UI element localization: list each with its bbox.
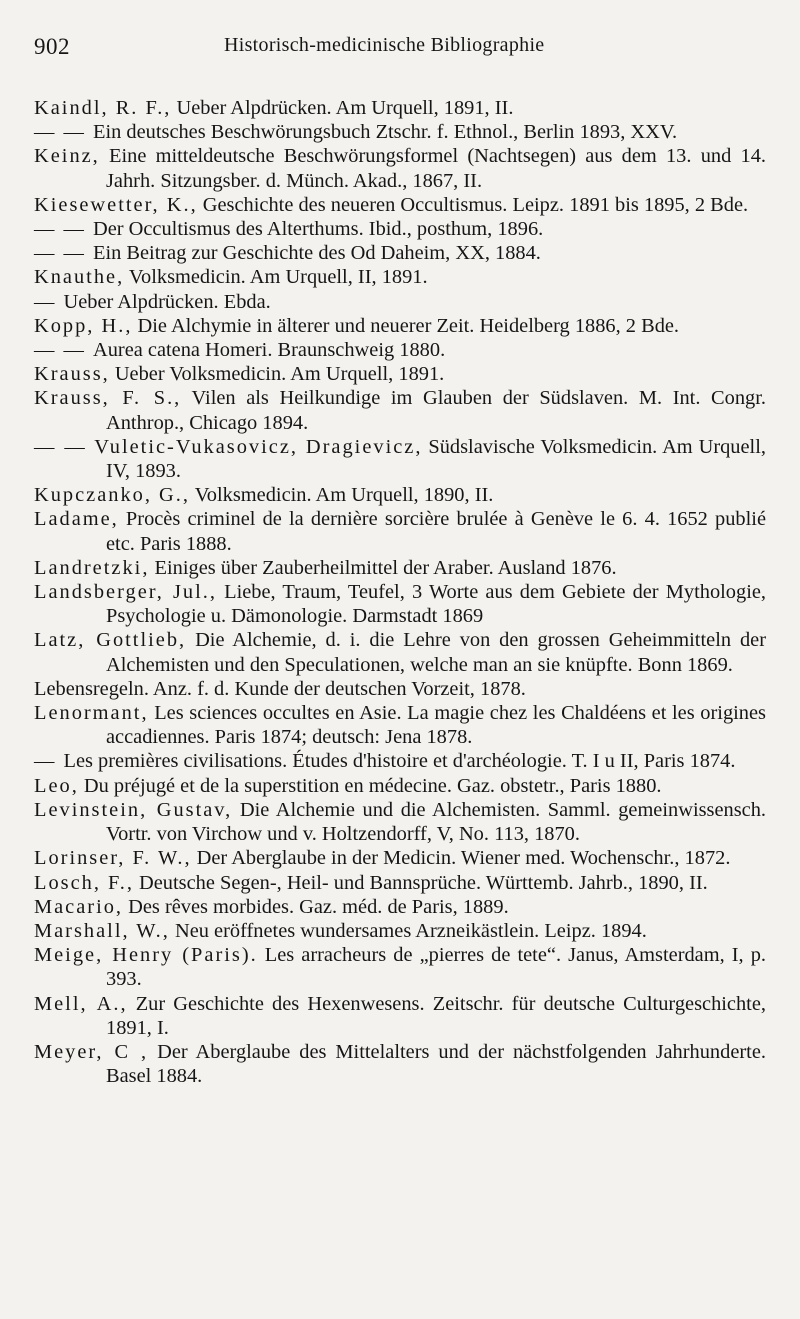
entry-author: Kopp, H.,: [34, 314, 133, 337]
entry-author: Macario,: [34, 895, 124, 918]
entry-author: Meyer, C ,: [34, 1040, 149, 1063]
entry-author: Lenormant,: [34, 702, 149, 725]
entry-text: Les sciences occultes en Asie. La magie chez les Chaldéens et les origines accadiennes. Paris 1874; deutsch: Jena 1878.: [106, 702, 766, 749]
entry-author: — —: [34, 242, 93, 265]
entry-author: Lorinser, F. W.,: [34, 847, 192, 870]
entry-text: Neu eröffnetes wundersames Arzneikästlein. Leipz. 1894.: [169, 919, 647, 942]
bibliography-entry: [34, 846, 766, 870]
entry-text: Lebensregeln. Anz. f. d. Kunde der deutschen Vorzeit, 1878.: [34, 677, 526, 700]
entry-author: Kupczanko, G.,: [34, 484, 190, 507]
entry-text: Südslavische Volksmedicin. Am Urquell, IV, 1893.: [106, 435, 766, 483]
bibliography-entry: [34, 362, 766, 386]
entry-text: Eine mitteldeutsche Beschwörungsformel (Nachtsegen) aus dem 13. und 14. Jahrh. Sitzungsber. d. Münch. Akad., 1867, II.: [99, 145, 766, 192]
bibliography-entry: [34, 241, 766, 265]
bibliography-entry: [34, 677, 766, 701]
entry-text: Les arracheurs de „pierres de tete“. Janus, Amsterdam, I, p. 393.: [106, 944, 766, 991]
bibliography-entry: [34, 871, 766, 895]
entry-text: Ein deutsches Beschwörungsbuch Ztschr. f. Ethnol., Berlin 1893, XXV.: [92, 121, 678, 144]
entry-author: Kiesewetter, K.,: [34, 193, 198, 216]
bibliography-entry: [34, 580, 766, 628]
entry-author: — —: [34, 218, 93, 241]
bibliography-entry: [34, 193, 766, 217]
entry-text: Volksmedicin. Am Urquell, II, 1891.: [124, 266, 428, 289]
bibliography-entry: [34, 992, 766, 1040]
entry-author: —: [34, 290, 64, 313]
entry-author: — —: [34, 121, 93, 144]
running-head: Historisch-medicinische Bibliographie: [224, 34, 545, 56]
entry-text: Die Alchymie in älterer und neuerer Zeit. Heidelberg 1886, 2 Bde.: [132, 314, 680, 337]
entry-author: Mell, A.,: [34, 992, 128, 1015]
bibliography-entry: [34, 556, 766, 580]
bibliography-entry: [34, 507, 766, 555]
entry-author: Kaindl, R. F.,: [34, 97, 172, 119]
entry-text: Ueber Alpdrücken. Ebda.: [63, 290, 271, 313]
entry-author: Losch, F.,: [34, 871, 134, 894]
bibliography-entry: [34, 386, 766, 434]
bibliography-entry: [34, 919, 766, 943]
bibliography-entry: [34, 798, 766, 846]
entry-text: Ueber Alpdrücken. Am Urquell, 1891, II.: [171, 97, 514, 119]
bibliography-entry: [34, 1040, 766, 1088]
entry-text: Der Aberglaube des Mittelalters und der nächstfolgenden Jahrhunderte. Basel 1884.: [106, 1040, 766, 1088]
entry-text: Liebe, Traum, Teufel, 3 Worte aus dem Gebiete der Mythologie, Psychologie u. Dämonologie. Darmstadt 1869: [106, 581, 767, 628]
entry-text: Les premières civilisations. Études d'histoire et d'archéologie. T. I u II, Paris 1874.: [63, 750, 736, 773]
bibliography-list: [34, 96, 766, 1088]
entry-text: Volksmedicin. Am Urquell, 1890, II.: [189, 484, 494, 507]
entry-text: Ueber Volksmedicin. Am Urquell, 1891.: [109, 363, 445, 386]
bibliography-entry: [34, 435, 766, 483]
entry-author: Marshall, W.,: [34, 919, 170, 942]
entry-author: Landsberger, Jul.,: [34, 581, 217, 604]
bibliography-entry: [34, 120, 766, 144]
entry-text: Ein Beitrag zur Geschichte des Od Daheim, XX, 1884.: [92, 242, 541, 265]
entry-text: Der Aberglaube in der Medicin. Wiener med. Wochenschr., 1872.: [191, 847, 731, 870]
entry-author: Leo,: [34, 774, 79, 797]
bibliography-entry: [34, 314, 766, 338]
entry-text: Die Alchemie und die Alchemisten. Samml. gemeinwissensch. Vortr. von Virchow und v. Holtzendorff, V, No. 113, 1870.: [106, 798, 767, 846]
entry-text: Vilen als Heilkundige im Glauben der Südslaven. M. Int. Congr. Anthrop., Chicago 1894.: [106, 387, 767, 434]
entry-text: Einiges über Zauberheilmittel der Araber. Ausland 1876.: [149, 556, 617, 579]
page-header: [34, 28, 766, 64]
entry-text: Die Alchemie, d. i. die Lehre von den grossen Geheimmitteln der Alchemisten und den Speculationen, welche man an sie knüpfte. Bonn 1869.: [106, 629, 766, 676]
entry-text: Aurea catena Homeri. Braunschweig 1880.: [92, 339, 446, 362]
entry-author: — — Vuletic-Vukasovicz, Dragievicz,: [34, 435, 423, 458]
bibliography-entry: [34, 265, 766, 289]
entry-text: Deutsche Segen-, Heil- und Bannsprüche. Württemb. Jahrb., 1890, II.: [133, 871, 708, 894]
bibliography-entry: [34, 749, 766, 773]
entry-text: Geschichte des neueren Occultismus. Leipz. 1891 bis 1895, 2 Bde.: [197, 193, 749, 216]
entry-author: Latz, Gottlieb,: [34, 629, 187, 652]
entry-text: Des rêves morbides. Gaz. méd. de Paris, 1889.: [123, 895, 509, 918]
entry-text: Procès criminel de la dernière sorcière brulée à Genève le 6. 4. 1652 publié etc. Paris 1888.: [106, 508, 766, 555]
entry-author: Knauthe,: [34, 266, 125, 289]
entry-author: Krauss,: [34, 363, 110, 386]
bibliography-entry: [34, 217, 766, 241]
bibliography-entry: [34, 701, 766, 749]
bibliography-entry: [34, 338, 766, 362]
entry-author: Keinz,: [34, 145, 100, 168]
bibliography-entry: [34, 628, 766, 676]
entry-text: Du préjugé et de la superstition en médecine. Gaz. obstetr., Paris 1880.: [78, 774, 662, 797]
entry-author: Levinstein, Gustav,: [34, 798, 233, 821]
bibliography-entry: [34, 774, 766, 798]
entry-author: Ladame,: [34, 508, 119, 531]
bibliography-entry: [34, 144, 766, 192]
bibliography-entry: [34, 895, 766, 919]
entry-author: — —: [34, 339, 93, 362]
entry-author: Landretzki,: [34, 556, 150, 579]
entry-author: —: [34, 750, 64, 773]
bibliography-entry: [34, 96, 766, 120]
bibliography-entry: [34, 290, 766, 314]
entry-author: Meige, Henry (Paris).: [34, 944, 258, 967]
bibliography-entry: [34, 943, 766, 991]
entry-author: Krauss, F. S.,: [34, 387, 182, 410]
page-number: 902: [34, 34, 70, 59]
entry-text: Der Occultismus des Alterthums. Ibid., posthum, 1896.: [92, 218, 544, 241]
entry-text: Zur Geschichte des Hexenwesens. Zeitschr. für deutsche Culturgeschichte, 1891, I.: [106, 992, 766, 1039]
bibliography-entry: [34, 483, 766, 507]
